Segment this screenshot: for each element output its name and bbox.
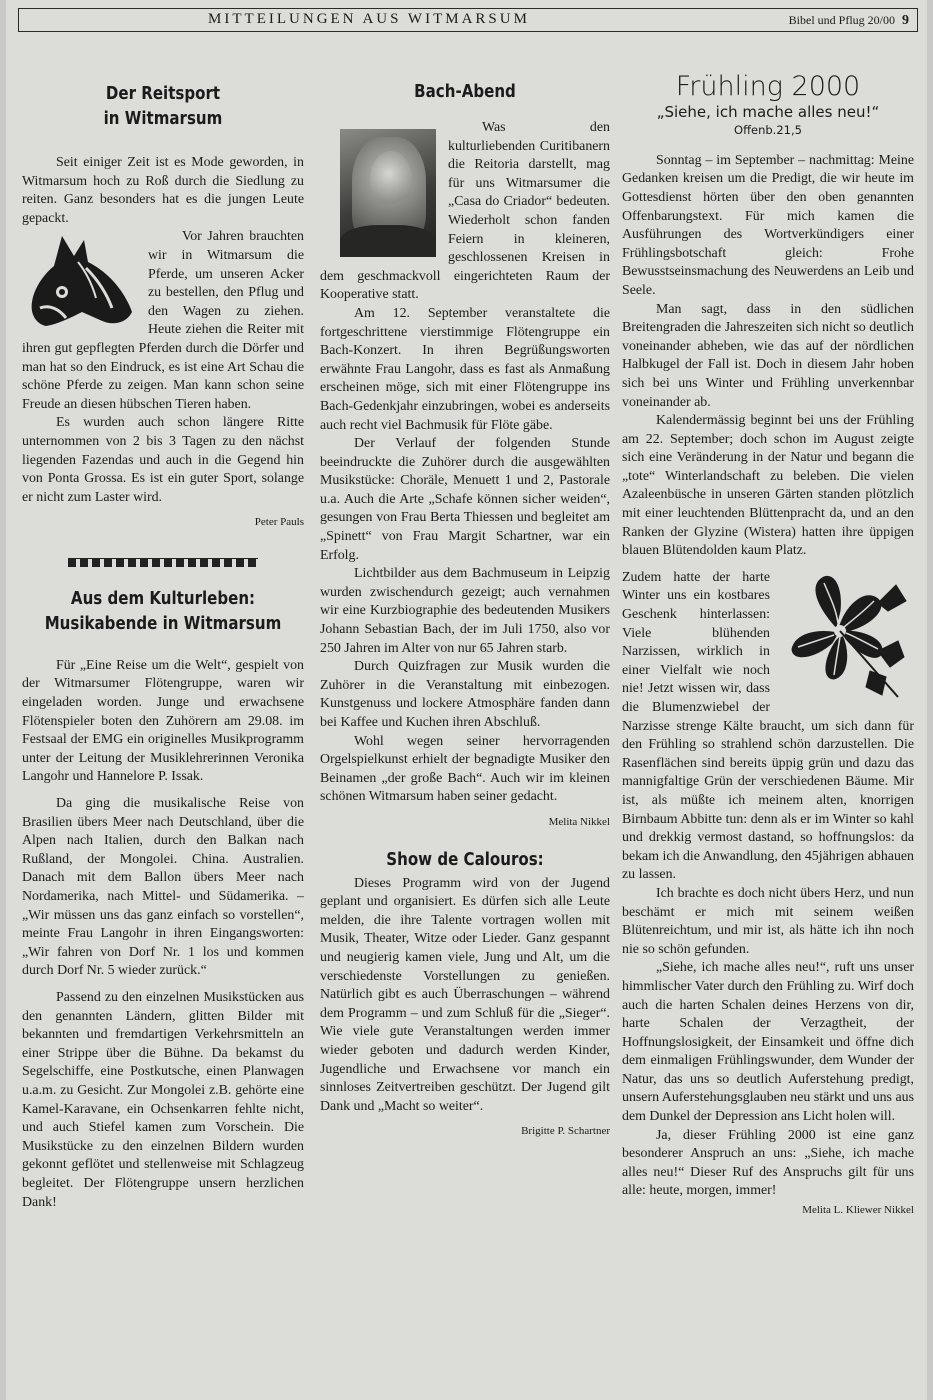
paragraph: „Siehe, ich mache alles neu!“, ruft uns unser himmlischer Vater durch den Frühling zu. Wirf doch auch die harten Schalen deines Herzens von dir, harte Schalen der Verzagtheit, der Hoffnungslosigkeit, der Einsamkeit und öffne dich dem einmaligen Frühlingswunder, dem Wunder der Natur, das uns so deutlich Auferstehung predigt, unsern Auferstehungsglauben neu stärkt und uns aus dem Dunkel der Depression ans Licht holen will. (622, 960, 914, 1125)
title-line-1: Aus dem Kulturleben: (70, 588, 256, 609)
paragraph: Für „Eine Reise um die Welt“, gespielt von der Witmarsumer Flötengruppe, waren wir eingeladen worden. Junge und erwachsene Flötenspieler boten den Zuhörern am 29.08. im Festsaal der EMG ein originelles Musikprogramm unter der Leitung der Musiklehrerinnen Veronika Langohr und Hannelore P. Issak. (22, 657, 304, 785)
paragraph: Es wurden auch schon längere Ritte unternommen von 2 bis 3 Tagen zu den nächst liegenden Fazendas und auch in die Gegend hin von Ponta Grossa. Es ist ein guter Sport, solange er nicht zum Laster wird. (22, 415, 304, 505)
article-kulturleben (22, 587, 304, 1212)
paragraph: Da ging die musikalische Reise von Brasilien übers Meer nach Deutschland, über die Alpen nach Italien, durch den Balkan nach Rußland, der Mongolei. China. Australien. Danach mit dem Ballon übers Meer nach Nordamerika, nach Mittel- und Südamerika. – „Wir müssen uns das ganz einfach so vorstellen“, meinte Frau Langohr in ihren Eingangsworten: „Wir fahren von Dorf Nr. 1 los und kommen durch Dorf Nr. 5 wieder zurück.“ (22, 796, 304, 979)
paragraph: Zudem hatte der harte Winter uns ein kostbares Geschenk hinterlassen: Viele blühenden Narzissen, wirklich in einer Vielfalt wie noch nie! Jetzt wissen wir, dass die Blumenzwiebel der Narzisse strenge Kälte braucht, um sich dann für den Frühling so strahlend schön darzustellen. Die Rasenflächen sind bereits üppig grün und dazu das mannigfaltige Grün der verschiedenen Bäume. Mir ist, als müßte ich meinem alten, knorrigen Birnbaum Abbitte tun: denn als er im Winter so kahl und drekkig vermost dastand, so hoffnungslos: da bekam ich die Anwandlung, den 45jährigen abhauen zu lassen. (622, 569, 915, 883)
column-1 (22, 70, 304, 1212)
article-title: Show de Calouros: (386, 849, 544, 870)
page-header (18, 8, 918, 32)
column-2 (320, 70, 610, 1141)
title-line-2: Musikabende in Witmarsum (44, 613, 282, 634)
signature: Melita L. Kliewer Nikkel (802, 1204, 914, 1217)
paragraph: Ja, dieser Frühling 2000 ist eine ganz besonderer Anspruch an uns: „Siehe, ich mache alles neu!“ Dieser Ruf des Anspruchs gilt für uns alle: heute, morgen, immer! (622, 1127, 914, 1199)
signature: Melita Nikkel (548, 815, 610, 828)
page-number: 9 (902, 13, 909, 28)
article-title (42, 82, 285, 132)
header-title: MITTEILUNGEN AUS WITMARSUM (208, 11, 530, 27)
flower-icon (778, 567, 914, 703)
paragraph: Passend zu den einzelnen Musikstücken aus den genannten Ländern, glitten Bilder mit bekannten und fremdartigen Verkehrsmitteln an einer Strippe über die Bühne. Da bekamst du Segelschiffe, eine Postkutsche, einen Planwagen u.a.m. zu Gesicht. Zur Mongolei z.B. gehörte eine Kamel-Karavane, ein Ochsenkarren fehlte nicht, und auch Stiefel kamen zum Vorschein. Die Musikstücke zu den einzelnen Bildern wurden gekonnt geflötet und stellenweise mit Schlagzeug begleitet. Der Flötengruppe unsern herzlichen Dank! (22, 989, 304, 1210)
paragraph: Kalendermässig beginnt bei uns der Frühling am 22. September; doch schon im August zeigte sich eine Veränderung in der Natur und begann die „tote“ Winterlandschaft zu beleben. Die vielen Azaleenbüsche in unseren Gärten standen plötzlich mit einer leuchtenden Blüttenpracht da, und an den Ranken der Glyzine (Wistera) hatten ihre üppigen blauen Blütendolden kaum Platz. (622, 413, 914, 559)
column-3 (622, 70, 914, 1220)
paragraph: Der Verlauf der folgenden Stunde beeindruckte die Zuhörer durch die ausgewählten Musikstücke: Choräle, Menuett 1 und 2, Pastorale u.a. Auch die Arte „Schafe können sicher weiden“, gesungen von Frau Berta Thiessen und begleitet am „Spinett“ von Frau Margit Schartner, war ein Erfolg. (320, 436, 610, 563)
decorative-divider (68, 558, 258, 567)
paragraph: Ich brachte es doch nicht übers Herz, und nun beschämt er mich mit seinem weißen Blütenreichtum, und mir ist, als hätte ich ihn noch nie so schön gefunden. (622, 885, 914, 957)
paragraph: Durch Quizfragen zur Musik wurden die Zuhörer in die Veranstaltung mit einbezogen. Kunstgenuss und lockere Atmosphäre fanden dann bei Kaffee und Kuchen ihren Abschluß. (320, 659, 610, 730)
title-line-1: Der Reitsport (105, 84, 221, 104)
paragraph: Wohl wegen seiner hervorragenden Orgelspielkunst erhielt der begnadigte Musiker den Beinamen „der große Bach“. Auch wir im kleinen schönen Witmarsum haben seiner gedacht. (320, 733, 610, 805)
signature: Brigitte P. Schartner (521, 1125, 610, 1138)
article-bach-abend (320, 80, 610, 832)
header-publication (789, 13, 909, 29)
paragraph: Was den kulturliebenden Curitibanern die Reitoria darstellt, mag für uns Witmarsumer die „Casa do Criador“ bedeuten. Wiederholt schon fanden Feiern in kleineren, geschlossenen Kreisen in dem geschmackvoll eingerichteten Raum der Kooperative statt. (320, 120, 610, 303)
paragraph: Sonntag – im September – nachmittag: Meine Gedanken kreisen um die Predigt, die wir heute im Gottesdienst hörten über den oben genannten Offenbarungstext. Für mich kamen die Ausführungen des Wortverkündigers einer Frühlingsbotschaft gleich: Frohe Bewusstseinsmachung des Neuwerdens an Leib und Seele. (622, 152, 914, 298)
publication-name: Bibel und Pflug 20/00 (788, 13, 895, 27)
article-reitsport (22, 82, 304, 532)
bach-portrait-image (340, 129, 436, 257)
article-title (42, 587, 285, 637)
title-line-2: in Witmarsum (103, 109, 223, 129)
paragraph: Vor Jahren brauchten wir in Witmarsum die Pferde, um unseren Acker zu bestellen, den Pflug und den Wagen zu ziehen. Heute ziehen die Reiter mit ihren gut gepflegten Pferden durch die Dörfer und man hat so den Eindruck, es ist eine Art Schau die schöne Pferde zu zeigen. Man kann schon seine Freude an diesen hübschen Tieren haben. (22, 229, 304, 412)
article-title: Bach-Abend (414, 82, 516, 102)
paragraph: Am 12. September veranstaltete die fortgeschrittene vierstimmige Flötengruppe ein Bach-Konzert. In ihren Begrüßungsworten erwähnte Frau Langohr, dass es fast als Anmaßung erscheinen möge, sich mit einer Flötengruppe ins Bach-Gedenkjahr einzubringen, wobei es anderseits auch recht viel Bachmusik für Flöte gäbe. (320, 305, 610, 433)
article-title: Frühling 2000 (675, 71, 861, 102)
article-show-de-calouros (320, 848, 610, 1141)
paragraph: Man sagt, dass in den südlichen Breitengraden die Jahreszeiten sich nicht so deutlich voneinander abheben, wie das auf der nördlichen Halbkugel der Fall ist. Doch in diesem Jahr hoben sich bei uns Winter und Frühling unverkennbar voneinander ab. (622, 301, 914, 410)
horse-head-icon (22, 232, 140, 332)
newspaper-page (6, 0, 927, 1400)
paragraph: Dieses Programm wird von der Jugend geplant und organisiert. Es dürfen sich alle Leute melden, die ihre Talente vortragen wollen mit Musik, Theater, Witze oder Lieder. Ganz gespannt und neugierig kamen viele, Jung und Alt, um die verschiedenste Vorstellungen zu genießen. Natürlich gibt es auch Überraschungen – während dem Programm – und zum Schluß für die „Sieger“. Wie viele gute Veranstaltungen werden immer wieder geboten und dadurch werden Kinder, Jugendliche und Erwachsene vor manch ein sinnloses Zeitvertreiben geschützt. Der Jugend gilt Dank und „Macht so weiter“. (320, 875, 610, 1114)
paragraph: Seit einiger Zeit ist es Mode geworden, in Witmarsum hoch zu Roß durch die Siedlung zu reiten. Ganz besonders hat es die jungen Leute gepackt. (22, 155, 304, 226)
bible-reference: Offenb.21,5 (734, 123, 802, 138)
paragraph: Lichtbilder aus dem Bachmuseum in Leipzig wurden zwischendurch gezeigt; auch vernahmen wir eine Kurzbiographie des bedeutenden Musikers Johann Sebastian Bach, der im Juli 1750, also vor 250 Jahren im Alter von nur 65 Jahren starb. (320, 566, 610, 656)
motto: „Siehe, ich mache alles neu!“ (656, 102, 880, 121)
signature: Peter Pauls (254, 516, 304, 529)
